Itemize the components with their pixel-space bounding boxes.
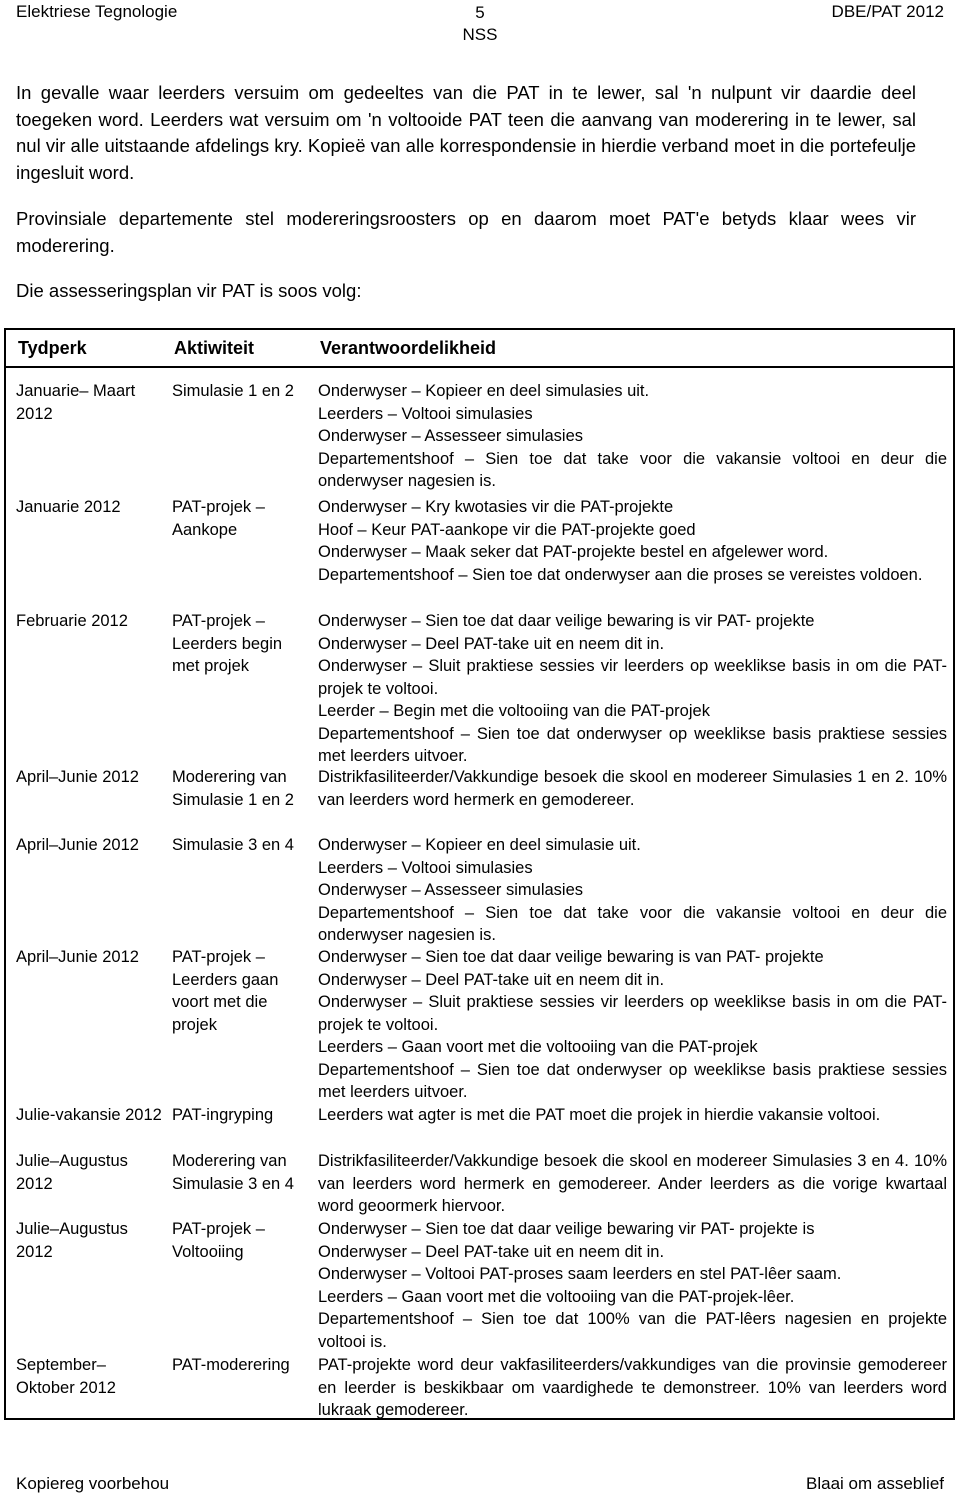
intro-paragraph-3 bbox=[16, 278, 916, 305]
activity-cell: Simulasie 1 en 2 bbox=[172, 382, 294, 400]
responsibility-cell bbox=[318, 1218, 947, 1353]
footer-copyright: Kopiereg voorbehou bbox=[16, 1474, 170, 1493]
header-grade: NSS bbox=[462, 25, 498, 44]
responsibility-line: Onderwyser – Voltooi PAT-proses saam leerders en stel PAT-lêer saam. bbox=[318, 1265, 842, 1283]
responsibility-line: Departementshoof – Sien toe dat onderwyser aan die proses se vereistes voldoen. bbox=[318, 565, 923, 584]
intro-paragraph-1 bbox=[16, 80, 916, 186]
responsibility-line: Onderwyser – Deel PAT-take uit en neem dit in. bbox=[318, 1242, 665, 1261]
period-cell: Julie–Augustus 2012 bbox=[16, 1152, 128, 1193]
responsibility-line: PAT-projekte word deur vakfasiliteerders/vakkundiges van die provinsie gemodereer en leerder is beskikbaar om vaardighede te demonstreer. 10% van leerders word lukraak gemodereer. bbox=[318, 1356, 947, 1419]
responsibility-line: Onderwyser – Kry kwotasies vir die PAT-projekte bbox=[318, 498, 674, 516]
responsibility-line: Hoof – Keur PAT-aankope vir die PAT-projekte goed bbox=[318, 520, 696, 539]
responsibility-line: Onderwyser – Sien toe dat daar veilige bewaring is van PAT- projekte bbox=[318, 948, 824, 966]
responsibility-line: Distrikfasiliteerder/Vakkundige besoek die skool en modereer Simulasies 1 en 2. 10% van leerders word hermerk en gemodereer. bbox=[318, 768, 947, 809]
period-cell: Januarie 2012 bbox=[16, 498, 121, 516]
responsibility-line: Onderwyser – Assesseer simulasies bbox=[318, 427, 584, 445]
responsibility-line: Onderwyser – Assesseer simulasies bbox=[318, 881, 584, 899]
responsibility-line: Leerders – Voltooi simulasies bbox=[318, 858, 533, 877]
responsibility-cell bbox=[318, 1354, 947, 1422]
responsibility-cell bbox=[318, 834, 947, 947]
responsibility-line: Onderwyser – Kopieer en deel simulasies uit. bbox=[318, 382, 650, 400]
period-cell: April–Junie 2012 bbox=[16, 948, 139, 966]
responsibility-line: Onderwyser – Sien toe dat daar veilige bewaring is vir PAT- projekte bbox=[318, 612, 815, 630]
activity-cell: PAT-projek – Voltooiing bbox=[172, 1220, 265, 1261]
responsibility-line: Leerders – Gaan voort met die voltooiing van die PAT-projek-lêer. bbox=[318, 1287, 795, 1306]
period-cell: Februarie 2012 bbox=[16, 612, 128, 630]
footer-turn-over: Blaai om asseblief bbox=[806, 1474, 944, 1493]
header-activity: Aktiwiteit bbox=[174, 338, 255, 358]
intro-paragraph-2 bbox=[16, 206, 916, 259]
activity-cell: PAT-projek – Leerders gaan voort met die projek bbox=[172, 948, 279, 1034]
responsibility-line: Distrikfasiliteerder/Vakkundige besoek die skool en modereer Simulasies 3 en 4. 10% van leerders word hermerk en gemodereer. Ander leerders as die vorige kwartaal word geoormerk hiervoor. bbox=[318, 1152, 947, 1215]
header-responsibility: Verantwoordelikheid bbox=[320, 338, 497, 358]
responsibility-line: Departementshoof – Sien toe dat onderwyser op weeklikse basis praktiese sessies met leerders uitvoer. bbox=[318, 1060, 947, 1101]
table-header bbox=[6, 330, 953, 368]
paragraph-text: In gevalle waar leerders versuim om gedeeltes van die PAT in te lewer, sal 'n nulpunt vir daardie deel toegeken word. Leerders wat versuim om 'n voltooide PAT teen die aanvang van moderering in te lewer, sal nul vir alle uitstaande afdelings kry. Kopieë van alle korrespondensie in hierdie verband moet in die portefeulje ingesluit word. bbox=[16, 82, 916, 183]
responsibility-cell bbox=[318, 1104, 947, 1127]
page-header bbox=[16, 0, 944, 44]
responsibility-cell bbox=[318, 1150, 947, 1218]
responsibility-line: Onderwyser – Sien toe dat daar veilige bewaring vir PAT- projekte is bbox=[318, 1220, 815, 1238]
period-cell: April–Junie 2012 bbox=[16, 836, 139, 854]
activity-cell: PAT-moderering bbox=[172, 1356, 290, 1374]
responsibility-cell bbox=[318, 380, 947, 493]
responsibility-line: Onderwyser – Sluit praktiese sessies vir leerders op weeklikse basis in om die PAT-projek te voltooi. bbox=[318, 993, 947, 1034]
responsibility-line: Onderwyser – Deel PAT-take uit en neem dit in. bbox=[318, 634, 665, 653]
responsibility-line: Leerders – Voltooi simulasies bbox=[318, 404, 533, 423]
responsibility-cell bbox=[318, 946, 947, 1104]
activity-cell: PAT-projek – Aankope bbox=[172, 498, 265, 539]
responsibility-line: Onderwyser – Kopieer en deel simulasie uit. bbox=[318, 836, 641, 854]
header-page-number: 5 bbox=[475, 3, 485, 22]
header-code: DBE/PAT 2012 bbox=[831, 2, 944, 21]
responsibility-line: Departementshoof – Sien toe dat take voor die vakansie voltooi en deur die onderwyser nagesien is. bbox=[318, 903, 947, 944]
responsibility-line: Leerders wat agter is met die PAT moet die projek in hierdie vakansie voltooi. bbox=[318, 1106, 881, 1124]
header-center bbox=[16, 2, 944, 46]
paragraph-text: Die assesseringsplan vir PAT is soos volg: bbox=[16, 280, 362, 301]
period-cell: Julie-vakansie 2012 bbox=[16, 1106, 162, 1124]
paragraph-text: Provinsiale departemente stel modereringsroosters op en daarom moet PAT'e betyds klaar wees vir moderering. bbox=[16, 208, 916, 256]
header-subject: Elektriese Tegnologie bbox=[16, 2, 178, 21]
responsibility-cell bbox=[318, 766, 947, 811]
activity-cell: PAT-projek – Leerders begin met projek bbox=[172, 612, 283, 675]
responsibility-line: Leerder – Begin met die voltooiing van die PAT-projek bbox=[318, 702, 710, 720]
responsibility-line: Onderwyser – Deel PAT-take uit en neem dit in. bbox=[318, 970, 665, 989]
period-cell: September– Oktober 2012 bbox=[16, 1356, 116, 1397]
activity-cell: Moderering van Simulasie 1 en 2 bbox=[172, 768, 294, 809]
responsibility-line: Onderwyser – Maak seker dat PAT-projekte bestel en afgelewer word. bbox=[318, 543, 829, 561]
responsibility-line: Departementshoof – Sien toe dat onderwyser op weeklikse basis praktiese sessies met leerders uitvoer. bbox=[318, 724, 947, 765]
activity-cell: Simulasie 3 en 4 bbox=[172, 836, 294, 854]
responsibility-cell bbox=[318, 610, 947, 768]
responsibility-cell bbox=[318, 496, 947, 586]
responsibility-line: Leerders – Gaan voort met die voltooiing van die PAT-projek bbox=[318, 1038, 758, 1056]
responsibility-line: Onderwyser – Sluit praktiese sessies vir leerders op weeklikse basis in om die PAT-projek te voltooi. bbox=[318, 657, 947, 698]
assessment-plan-table bbox=[4, 328, 955, 1420]
activity-cell: Moderering van Simulasie 3 en 4 bbox=[172, 1152, 294, 1193]
period-cell: April–Junie 2012 bbox=[16, 768, 139, 786]
responsibility-line: Departementshoof – Sien toe dat take voor die vakansie voltooi en deur die onderwyser nagesien is. bbox=[318, 449, 947, 490]
responsibility-line: Departementshoof – Sien toe dat 100% van die PAT-lêers nagesien en projekte voltooi is. bbox=[318, 1310, 947, 1351]
header-period: Tydperk bbox=[18, 338, 87, 358]
activity-cell: PAT-ingryping bbox=[172, 1106, 274, 1124]
period-cell: Januarie– Maart 2012 bbox=[16, 382, 136, 423]
period-cell: Julie–Augustus 2012 bbox=[16, 1220, 128, 1261]
